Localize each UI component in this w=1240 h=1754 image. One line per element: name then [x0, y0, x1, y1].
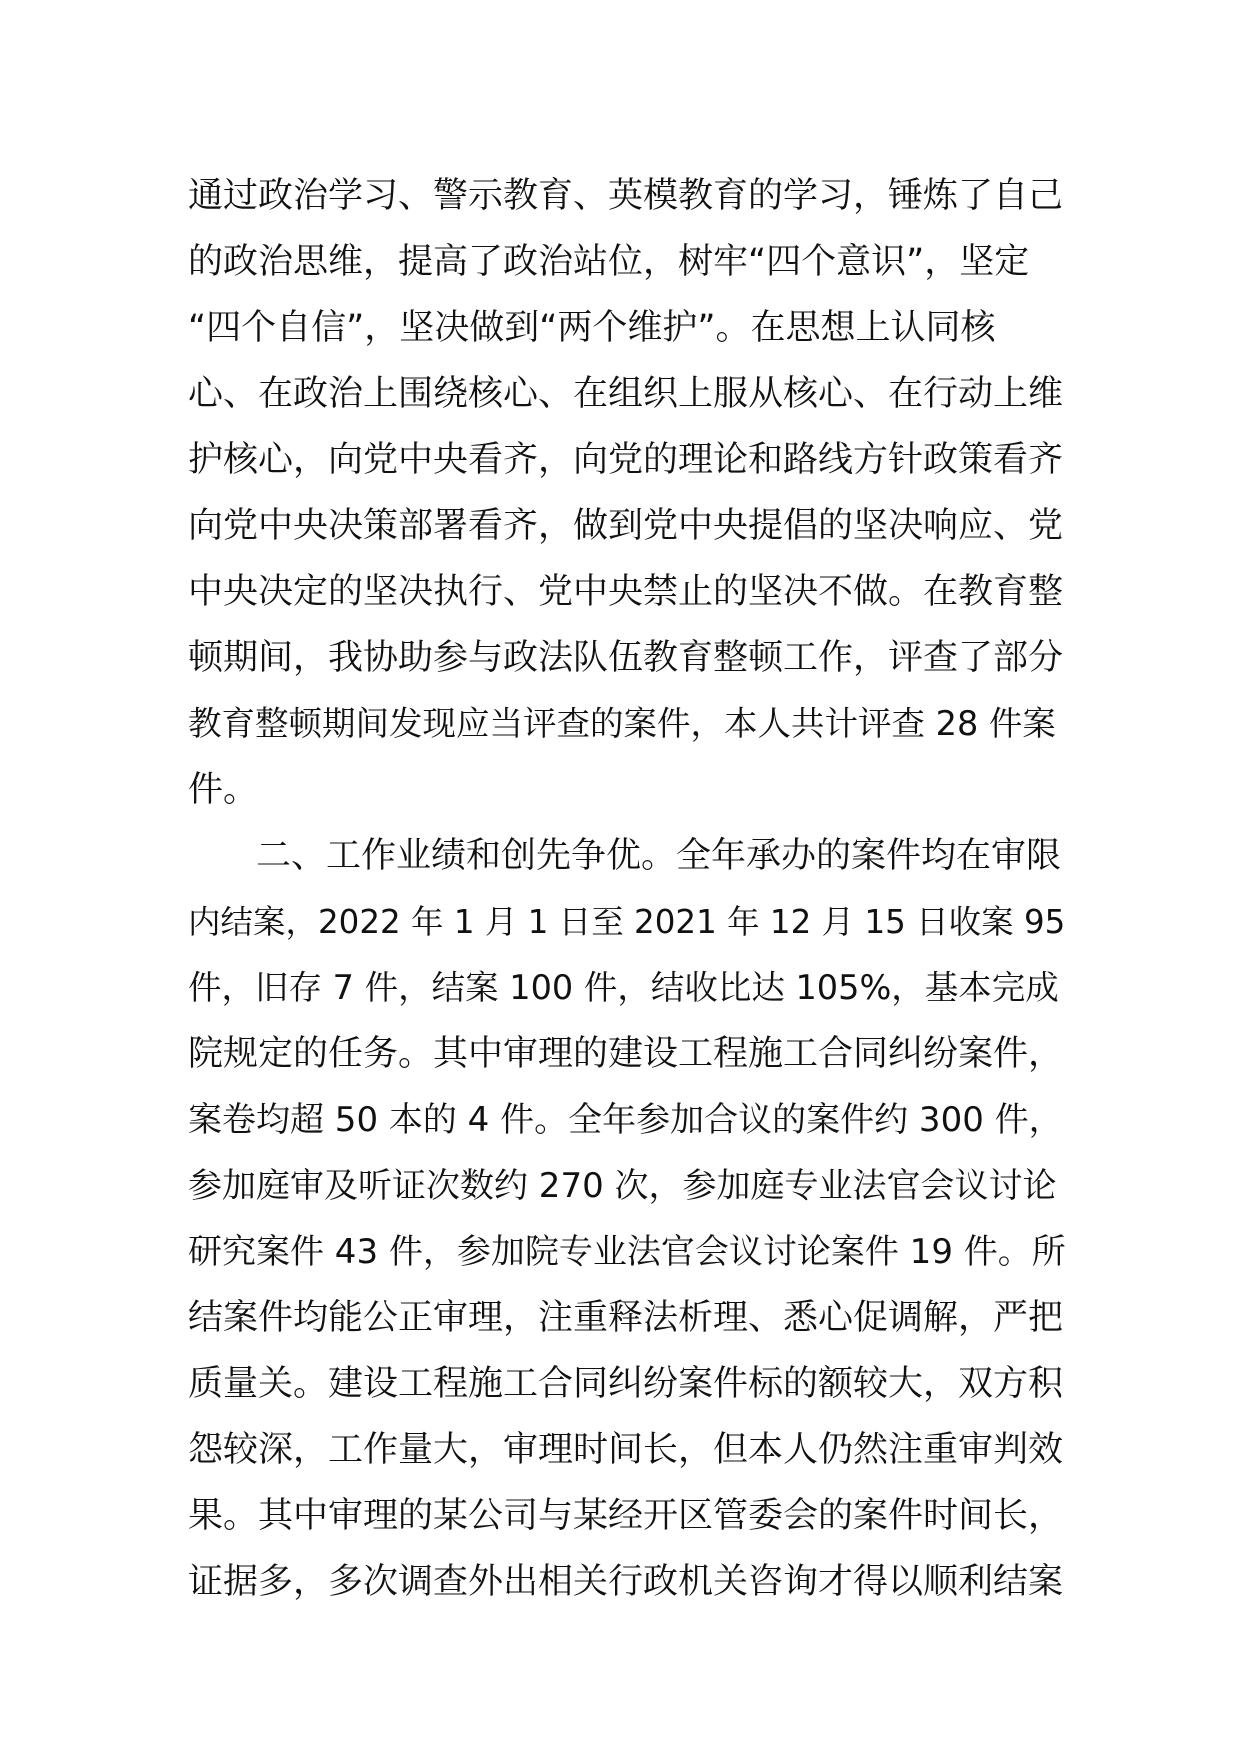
section-heading-line: 二、工作业绩和创先争优。全年承办的案件均在审限	[256, 836, 1062, 876]
text-line: 研究案件 43 件，参加院专业法官会议讨论案件 19 件。所	[188, 1232, 1066, 1272]
text-line: “四个自信”，坚决做到“两个维护”。在思想上认同核	[188, 308, 996, 348]
text-line: 参加庭审及听证次数约 270 次，参加庭专业法官会议讨论	[188, 1166, 1057, 1206]
text-line: 证据多，多次调查外出相关行政机关咨询才得以顺利结案	[188, 1562, 1064, 1602]
text-line: 案卷均超 50 本的 4 件。全年参加合议的案件约 300 件，	[188, 1100, 1063, 1140]
text-line: 结案件均能公正审理，注重释法析理、悉心促调解，严把	[188, 1298, 1064, 1338]
text-line: 护核心，向党中央看齐，向党的理论和路线方针政策看齐	[188, 440, 1064, 480]
text-line: 中央决定的坚决执行、党中央禁止的坚决不做。在教育整	[188, 572, 1064, 612]
text-line: 通过政治学习、警示教育、英模教育的学习，锤炼了自己	[188, 176, 1064, 216]
text-line: 果。其中审理的某公司与某经开区管委会的案件时间长，	[188, 1496, 1064, 1536]
text-line: 质量关。建设工程施工合同纠纷案件标的额较大，双方积	[188, 1364, 1064, 1404]
text-line: 顿期间，我协助参与政法队伍教育整顿工作，评查了部分	[188, 638, 1064, 678]
text-line: 件。	[188, 770, 259, 810]
text-line: 的政治思维，提高了政治站位，树牢“四个意识”，坚定	[188, 242, 1030, 282]
text-line: 内结案，2022 年 1 月 1 日至 2021 年 12 月 15 日收案 95	[188, 903, 1066, 941]
text-line: 院规定的任务。其中审理的建设工程施工合同纠纷案件，	[188, 1034, 1064, 1074]
text-line: 向党中央决策部署看齐，做到党中央提倡的坚决响应、党	[188, 506, 1064, 546]
text-line: 件，旧存 7 件，结案 100 件，结收比达 105%，基本完成	[188, 968, 1059, 1007]
text-line: 心、在政治上围绕核心、在组织上服从核心、在行动上维	[188, 374, 1064, 414]
text-line: 教育整顿期间发现应当评查的案件，本人共计评查 28 件案	[188, 704, 1056, 743]
text-line: 怨较深，工作量大，审理时间长，但本人仍然注重审判效	[188, 1430, 1064, 1470]
